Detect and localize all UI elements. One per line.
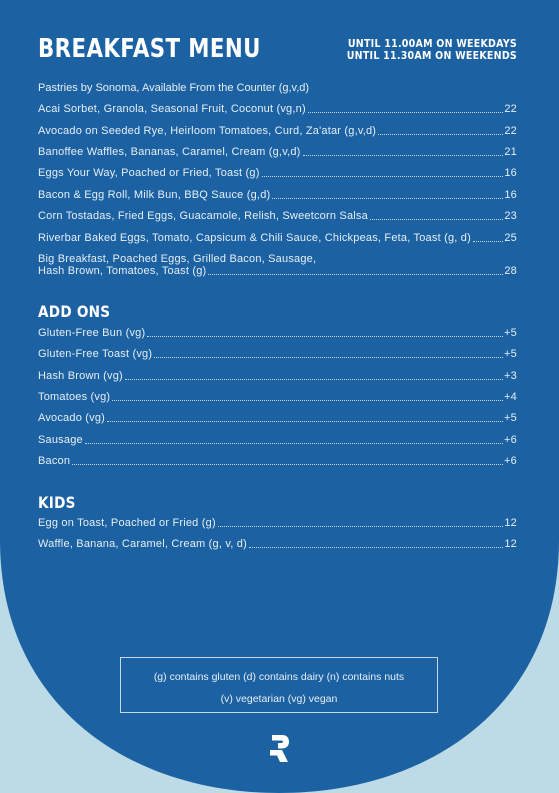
item-price: 12 — [504, 517, 517, 529]
item-name: Acai Sorbet, Granola, Seasonal Fruit, Coconut (vg,n) — [38, 103, 306, 115]
menu-item — [38, 167, 517, 179]
item-price: +4 — [504, 391, 517, 403]
item-name: Avocado (vg) — [38, 412, 106, 424]
leader-dots — [154, 357, 503, 358]
service-hours — [347, 38, 517, 62]
leader-dots — [370, 219, 503, 220]
section-title-kids: KIDS — [38, 493, 76, 512]
item-price: 28 — [504, 265, 517, 277]
item-name: Sausage — [38, 434, 83, 446]
menu-item — [38, 103, 517, 115]
item-name: Banoffee Waffles, Bananas, Caramel, Cream (g,v,d) — [38, 146, 301, 158]
leader-dots — [473, 241, 503, 242]
item-price: 25 — [504, 232, 517, 244]
leader-dots — [303, 155, 504, 156]
item-price: +5 — [504, 348, 517, 360]
legend-line-1: (g) contains gluten (d) contains dairy (n) contains nuts — [153, 671, 405, 683]
item-name: Waffle, Banana, Caramel, Cream (g, v, d) — [38, 538, 247, 550]
menu-item — [38, 189, 517, 201]
leader-dots — [249, 547, 503, 548]
leader-dots — [262, 176, 504, 177]
hours-weekdays: UNTIL 11.00AM ON WEEKDAYS — [347, 37, 517, 50]
leader-dots — [107, 421, 503, 422]
menu-item — [38, 455, 517, 467]
dietary-legend — [120, 657, 438, 713]
leader-dots — [208, 274, 503, 275]
leader-dots — [147, 336, 503, 337]
leader-dots — [125, 379, 503, 380]
menu-item — [38, 412, 517, 424]
leader-dots — [72, 464, 503, 465]
item-name: Gluten-Free Toast (vg) — [38, 348, 153, 360]
item-name-line-2: Hash Brown, Tomatoes, Toast (g) — [38, 265, 207, 277]
menu-item — [38, 125, 517, 137]
item-name: Avocado on Seeded Rye, Heirloom Tomatoes, Curd, Za'atar (g,v,d) — [38, 125, 377, 137]
leader-dots — [112, 400, 503, 401]
item-name: Gluten-Free Bun (vg) — [38, 327, 146, 339]
item-name: Egg on Toast, Poached or Fried (g) — [38, 517, 216, 529]
item-price: 21 — [504, 146, 517, 158]
item-price: 12 — [504, 538, 517, 550]
menu-item — [38, 391, 517, 403]
page-title: BREAKFAST MENU — [38, 34, 261, 64]
item-price: +3 — [504, 370, 517, 382]
menu-item — [38, 210, 517, 222]
leader-dots — [272, 198, 503, 199]
menu-item — [38, 370, 517, 382]
legend-line-2: (v) vegetarian (vg) vegan — [220, 693, 338, 705]
item-price: 16 — [504, 167, 517, 179]
item-price: 23 — [504, 210, 517, 222]
item-name: Riverbar Baked Eggs, Tomato, Capsicum & Chili Sauce, Chickpeas, Feta, Toast (g, d) — [38, 232, 471, 244]
menu-item — [38, 327, 517, 339]
leader-dots — [308, 112, 504, 113]
riverbar-logo-icon — [268, 733, 290, 763]
menu-item — [38, 146, 517, 158]
item-name: Corn Tostadas, Fried Eggs, Guacamole, Relish, Sweetcorn Salsa — [38, 210, 368, 222]
menu-item — [38, 232, 517, 244]
item-price: +5 — [504, 412, 517, 424]
item-name-line-1: Big Breakfast, Poached Eggs, Grilled Bacon, Sausage, — [38, 253, 317, 265]
item-price: +6 — [504, 455, 517, 467]
item-price: +5 — [504, 327, 517, 339]
item-name: Bacon & Egg Roll, Milk Bun, BBQ Sauce (g,d) — [38, 189, 271, 201]
item-name: Tomatoes (vg) — [38, 391, 111, 403]
hours-weekends: UNTIL 11.30AM ON WEEKENDS — [346, 49, 517, 62]
section-title-add-ons: ADD ONS — [38, 302, 111, 321]
item-price: 22 — [504, 125, 517, 137]
leader-dots — [378, 134, 503, 135]
item-name: Bacon — [38, 455, 71, 467]
menu-item — [38, 517, 517, 529]
menu-item — [38, 348, 517, 360]
item-name: Eggs Your Way, Poached or Fried, Toast (g) — [38, 167, 260, 179]
menu-item — [38, 253, 517, 277]
pastries-note: Pastries by Sonoma, Available From the Counter (g,v,d) — [38, 82, 310, 94]
menu-item — [38, 434, 517, 446]
item-price: 16 — [504, 189, 517, 201]
item-price: 22 — [504, 103, 517, 115]
item-name: Hash Brown (vg) — [38, 370, 123, 382]
leader-dots — [85, 443, 503, 444]
item-price: +6 — [504, 434, 517, 446]
menu-item — [38, 538, 517, 550]
leader-dots — [218, 526, 504, 527]
